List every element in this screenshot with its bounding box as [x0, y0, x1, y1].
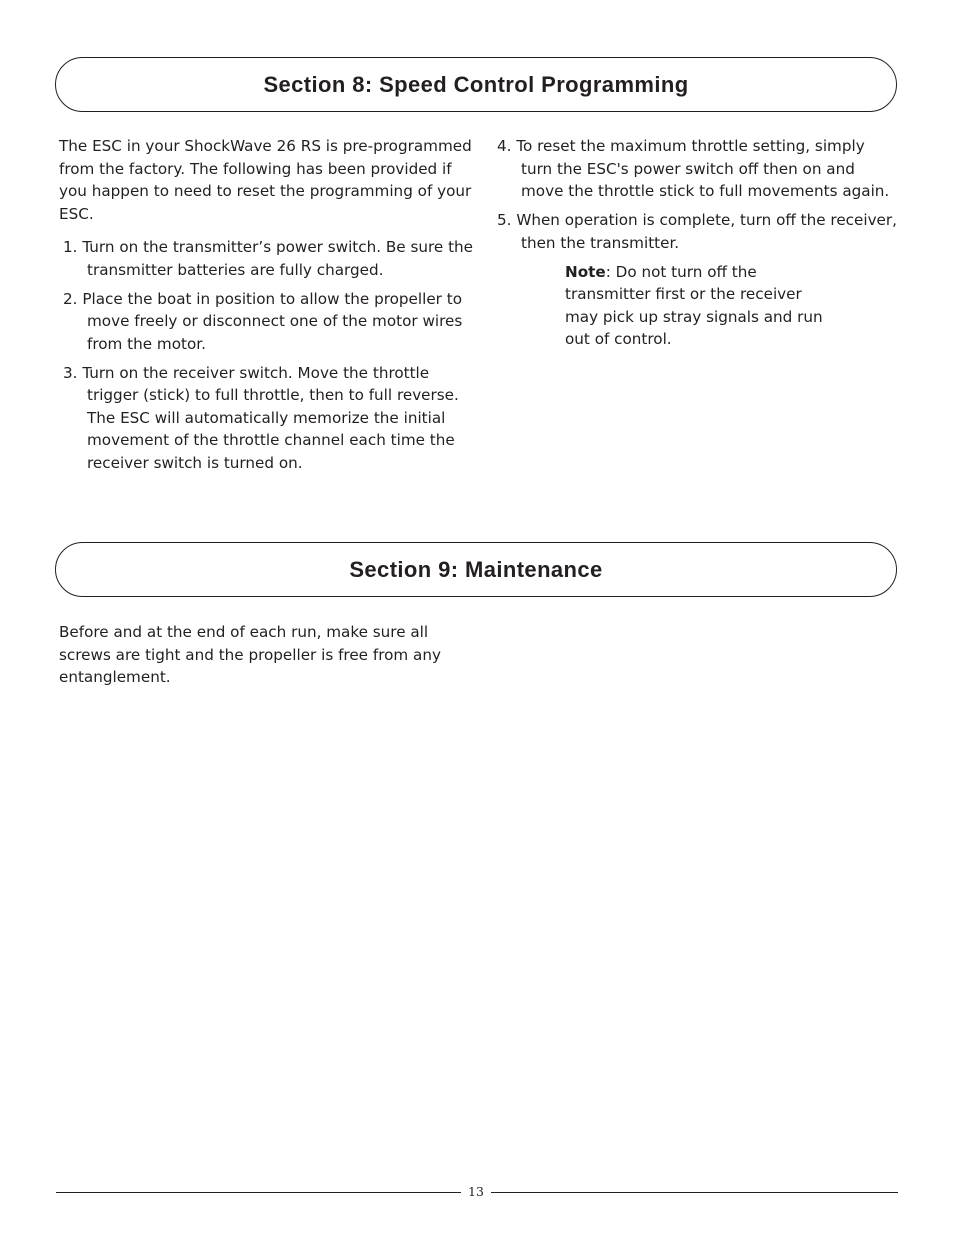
section-9-body-column	[59, 621, 459, 689]
list-item: 5. When operation is complete, turn off the receiver, then the transmitter.	[497, 211, 897, 252]
footer-rule-right	[491, 1192, 898, 1193]
note-text: : Do not turn off the transmitter first or the receiver may pick up stray signals and run out of control.	[565, 262, 823, 348]
page-footer	[56, 1183, 898, 1203]
list-item: 4. To reset the maximum throttle setting, simply turn the ESC's power switch off then on and move the throttle stick to full movements again.	[497, 137, 890, 200]
section-9-title: Section 9: Maintenance	[349, 556, 603, 582]
page-number: 13	[468, 1184, 484, 1199]
footer-rule-left	[56, 1192, 461, 1193]
maintenance-paragraph: Before and at the end of each run, make sure all screws are tight and the propeller is free from any entanglement.	[59, 623, 441, 686]
section-8-right-column	[497, 135, 897, 351]
section-8-banner	[55, 57, 897, 112]
section-9-banner	[55, 542, 897, 597]
section-8-title: Section 8: Speed Control Programming	[263, 71, 689, 97]
programming-steps-list	[59, 236, 479, 474]
list-item: 1. Turn on the transmitter’s power switch. Be sure the transmitter batteries are fully charged.	[63, 238, 474, 279]
note-paragraph	[565, 261, 835, 351]
list-item: 2. Place the boat in position to allow the propeller to move freely or disconnect one of the motor wires from the motor.	[63, 289, 463, 353]
programming-steps-list-continued	[497, 135, 897, 254]
section-8-left-column	[59, 135, 479, 481]
section-8-intro: The ESC in your ShockWave 26 RS is pre-programmed from the factory. The following has been provided if you happen to need to reset the programming of your ESC.	[59, 137, 472, 223]
list-item: 3. Turn on the receiver switch. Move the throttle trigger (stick) to full throttle, then to full reverse. The ESC will automatically memorize the initial movement of the throttle channel each time the receiver switch is turned on.	[63, 363, 459, 472]
note-label: Note	[565, 262, 606, 281]
